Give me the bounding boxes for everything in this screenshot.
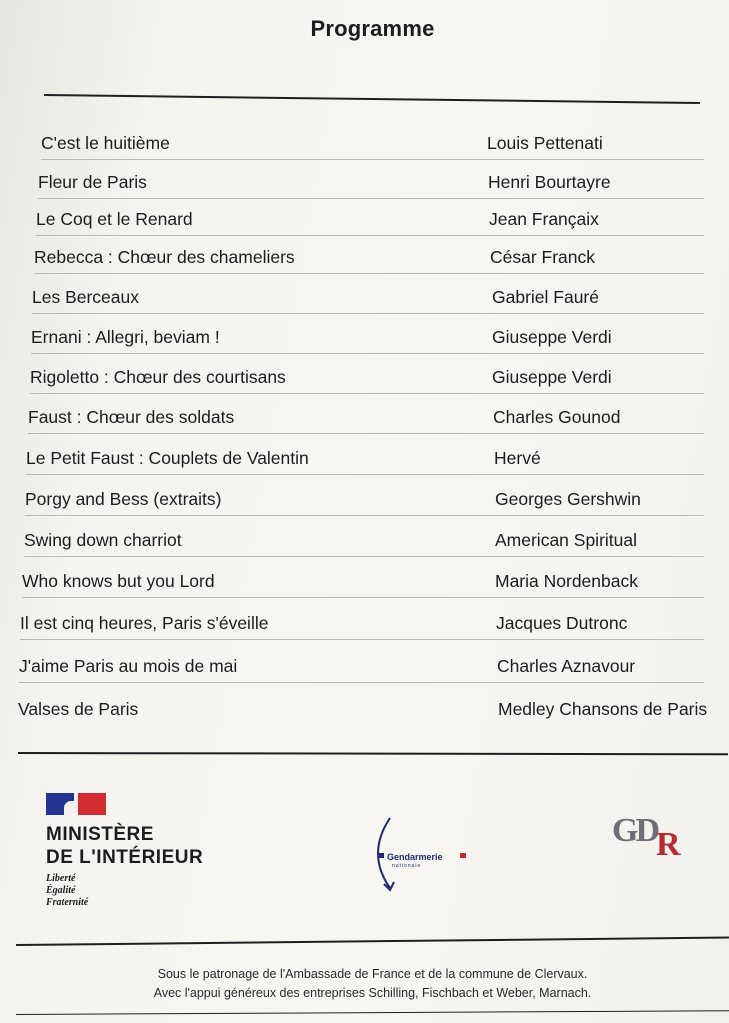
row-separator <box>32 313 704 314</box>
programme-work-title: Valses de Paris <box>18 699 139 719</box>
programme-composer: Jean Françaix <box>489 209 599 229</box>
row-separator <box>28 433 704 434</box>
page-title: Programme <box>310 16 435 41</box>
row-separator <box>30 393 704 394</box>
programme-composer: Giuseppe Verdi <box>492 367 612 387</box>
motto-liberte: Liberté <box>46 873 76 884</box>
programme-work-title: Le Coq et le Renard <box>36 209 193 229</box>
gendarmerie-logo <box>370 814 480 894</box>
programme-work-title: Il est cinq heures, Paris s'éveille <box>20 613 269 633</box>
motto-egalite: Égalité <box>46 885 76 896</box>
row-separator <box>24 556 704 557</box>
programme-row <box>18 694 729 724</box>
programme-row <box>24 525 729 555</box>
ministere-name <box>46 823 203 869</box>
programme-composer: César Franck <box>490 247 596 267</box>
gdr-accent-letter: R <box>656 826 681 863</box>
programme-work-title: Le Petit Faust : Couplets de Valentin <box>26 448 309 468</box>
row-separator <box>19 682 704 683</box>
programme-composer: Hervé <box>494 448 541 468</box>
republic-motto <box>46 873 88 909</box>
gdr-letters: GD <box>612 812 657 849</box>
row-separator <box>26 474 704 475</box>
programme-row <box>20 608 729 638</box>
programme-row <box>41 128 729 158</box>
ministere-interieur-logo <box>44 793 244 923</box>
gendarmerie-sublabel: nationale <box>392 863 422 869</box>
programme-work-title: Rebecca : Chœur des chameliers <box>34 247 295 267</box>
programme-work-title: Swing down charriot <box>24 530 182 550</box>
programme-composer: Charles Aznavour <box>497 656 636 676</box>
marianne-flag-icon <box>46 793 106 815</box>
programme-row <box>26 443 729 473</box>
programme-row <box>28 402 729 432</box>
programme-composer: Maria Nordenback <box>495 571 638 591</box>
footer-line-2: Avec l'appui généreux des entreprises Schilling, Fischbach et Weber, Marnach. <box>153 986 592 1000</box>
programme-work-title: Ernani : Allegri, beviam ! <box>31 327 220 347</box>
divider-middle <box>18 752 728 755</box>
row-separator <box>34 273 704 274</box>
programme-work-title: Rigoletto : Chœur des courtisans <box>30 367 286 387</box>
row-separator <box>36 235 704 236</box>
programme-row <box>31 322 729 352</box>
gdr-logo <box>612 806 712 896</box>
divider-lower <box>16 937 729 946</box>
programme-work-title: Les Berceaux <box>32 287 140 307</box>
divider-bottom <box>16 1010 729 1015</box>
programme-row <box>36 204 729 234</box>
programme-row <box>22 566 729 596</box>
programme-row <box>30 362 729 392</box>
programme-composer: Henri Bourtayre <box>488 172 611 192</box>
footer-line-1: Sous le patronage de l'Ambassade de France et de la commune de Clervaux. <box>157 967 588 981</box>
programme-composer: Georges Gershwin <box>495 489 641 509</box>
programme-work-title: Porgy and Bess (extraits) <box>25 489 222 509</box>
programme-composer: Medley Chansons de Paris <box>498 699 708 719</box>
programme-composer: Charles Gounod <box>493 407 621 427</box>
programme-work-title: Fleur de Paris <box>38 172 147 192</box>
motto-fraternite: Fraternité <box>46 897 89 908</box>
row-separator <box>41 159 704 160</box>
programme-row <box>38 167 729 197</box>
row-separator <box>38 198 704 199</box>
row-separator <box>25 515 704 516</box>
programme-composer: Jacques Dutronc <box>496 613 628 633</box>
gendarmerie-label: Gendarmerie <box>387 852 443 862</box>
programme-row <box>34 242 729 272</box>
row-separator <box>22 597 704 598</box>
ministere-name-line1: MINISTÈRE <box>46 824 154 845</box>
ministere-name-line2: DE L'INTÉRIEUR <box>46 847 204 868</box>
divider-top <box>44 94 700 104</box>
programme-work-title: Faust : Chœur des soldats <box>28 407 235 427</box>
programme-work-title: J'aime Paris au mois de mai <box>19 656 238 676</box>
programme-composer: Gabriel Fauré <box>492 287 599 307</box>
footer-credits <box>0 965 729 1003</box>
programme-row <box>25 484 729 514</box>
programme-composer: Giuseppe Verdi <box>492 327 612 347</box>
programme-work-title: Who knows but you Lord <box>22 571 215 591</box>
row-separator <box>20 639 704 640</box>
programme-work-title: C'est le huitième <box>41 133 170 153</box>
programme-row <box>32 282 729 312</box>
programme-composer: American Spiritual <box>495 530 637 550</box>
row-separator <box>31 353 704 354</box>
programme-composer: Louis Pettenati <box>487 133 603 153</box>
programme-row <box>19 651 729 681</box>
